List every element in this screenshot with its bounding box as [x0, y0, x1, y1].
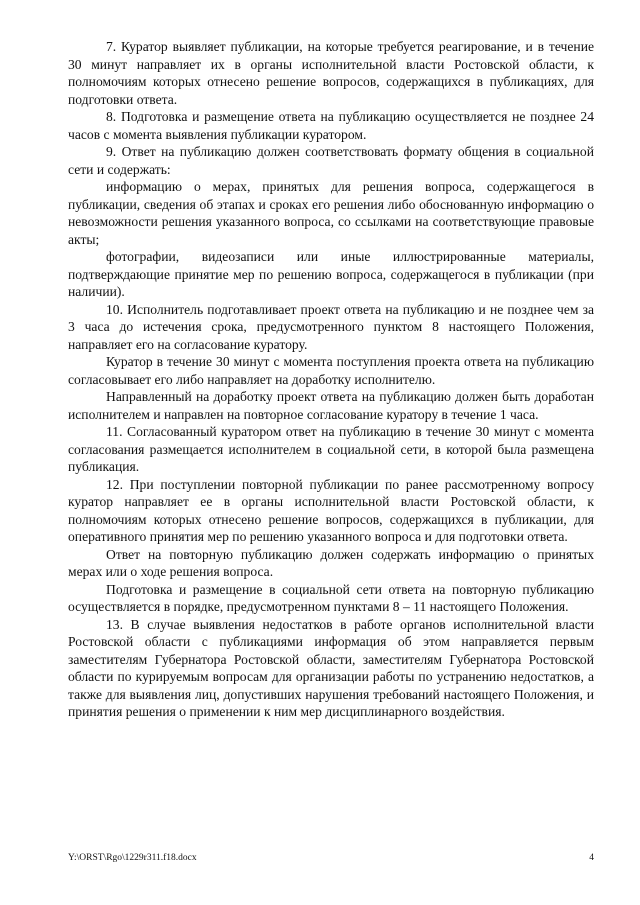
file-path: Y:\ORST\Rgo\1229r311.f18.docx	[68, 853, 197, 863]
paragraph-9-item-media: фотографии, видеозаписи или иные иллюстрированные материалы, подтверждающие принятие мер по решению вопроса, содержащегося в публикации (при наличии).	[68, 249, 594, 299]
paragraph-7: 7. Куратор выявляет публикации, на которые требуется реагирование, и в течение 30 минут направляет их в органы исполнительной власти Ростовской области, к полномочиям которых отнесено решение вопросов, содержащихся в публикациях, для подготовки ответа.	[68, 39, 594, 107]
paragraph-10: 10. Исполнитель подготавливает проект ответа на публикацию и не позднее чем за 3 часа до истечения срока, предусмотренного пунктом 8 настоящего Положения, направляет его на согласование куратору.	[68, 301, 594, 352]
paragraph-12: 12. При поступлении повторной публикации по ранее рассмотренному вопросу куратор направляет ее в органы исполнительной власти Ростовской области, к полномочиям которых отнесено решение вопросов, содержащихся в публикации, для оперативного принятия мер по решению указанного вопроса и для подготовки ответа.	[68, 476, 594, 544]
document-body	[68, 38, 594, 721]
paragraph-9: 9. Ответ на публикацию должен соответствовать формату общения в социальной сети и содержать:	[68, 144, 594, 177]
paragraph-12-answer: Ответ на повторную публикацию должен содержать информацию о принятых мерах или о ходе решения вопроса.	[68, 546, 594, 579]
paragraph-11: 11. Согласованный куратором ответ на публикацию в течение 30 минут с момента согласования размещается исполнителем в социальной сети, в которой была размещена публикация.	[68, 424, 594, 474]
paragraph-12-procedure: Подготовка и размещение в социальной сети ответа на повторную публикацию осуществляется в порядке, предусмотренном пунктами 8 – 11 настоящего Положения.	[68, 581, 594, 614]
page-number: 4	[589, 853, 594, 863]
paragraph-10-curator: Куратор в течение 30 минут с момента поступления проекта ответа на публикацию согласовывает его либо направляет на доработку исполнителю.	[68, 354, 594, 387]
paragraph-10-rework: Направленный на доработку проект ответа на публикацию должен быть доработан исполнителем и направлен на повторное согласование куратору в течение 1 часа.	[68, 389, 594, 422]
paragraph-9-item-measures: информацию о мерах, принятых для решения вопроса, содержащегося в публикации, сведения об этапах и сроках его решения либо обоснованную информацию о невозможности решения указанного вопроса, со ссылками на соответствующие правовые акты;	[68, 179, 594, 247]
paragraph-8: 8. Подготовка и размещение ответа на публикацию осуществляется не позднее 24 часов с момента выявления публикации куратором.	[68, 109, 594, 142]
paragraph-13: 13. В случае выявления недостатков в работе органов исполнительной власти Ростовской области с публикациями информация об этом направляется первым заместителям Губернатора Ростовской области, заместителям Губернатора Ростовской области по курируемым вопросам для организации работы по устранению недостатков, а также для выявления лиц, допустивших нарушения требований настоящего Положения, и принятия решения о применении к ним мер дисциплинарного воздействия.	[68, 616, 594, 719]
